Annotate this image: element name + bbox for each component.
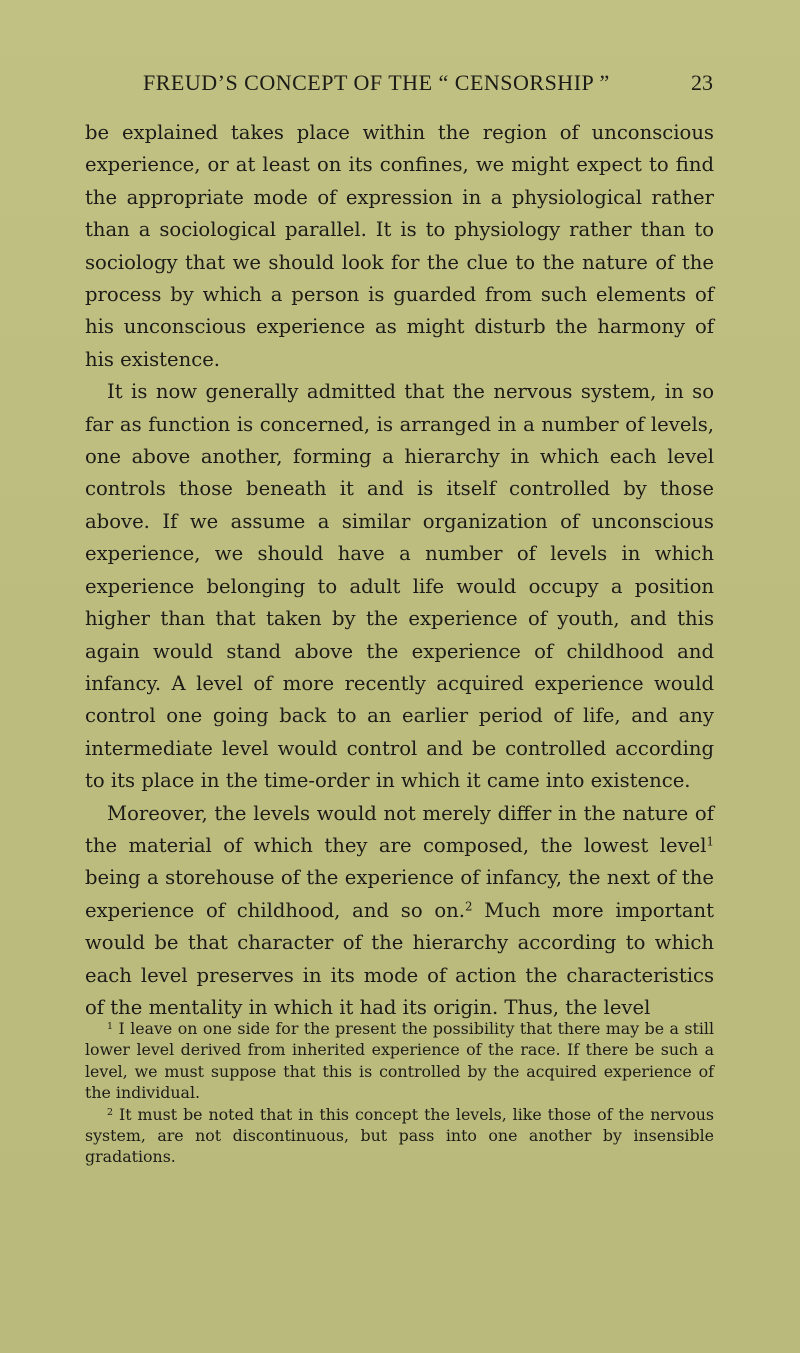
footnote-ref-1: 1: [706, 834, 714, 849]
body-text: [85, 117, 714, 1024]
paragraph-3-text-a: Moreover, the levels would not merely differ in the nature of the material of which they are composed, the lowest level: [85, 801, 714, 857]
paragraph-2: It is now generally admitted that the nervous system, in so far as function is concerned, is arranged in a number of levels, one above another, forming a hierarchy in which each level controls those beneath it and is itself controlled by those above. If we assume a similar organization of unconscious experience, we should have a number of levels in which experience belonging to adult life would occupy a position higher than that taken by the experience of youth, and this again would stand above the experience of childhood and infancy. A level of more recently acquired experience would control one going back to an earlier period of life, and any intermediate level would control and be controlled according to its place in the time-order in which it came into existence.: [85, 380, 714, 793]
running-head: FREUD’S CONCEPT OF THE “ CENSORSHIP ”: [143, 70, 610, 95]
footnote-2-text: It must be noted that in this concept the levels, like those of the nervous system, are not discontinuous, but pass into one another by insensible gradations.: [85, 1104, 714, 1167]
footnote-marker-1: 1: [107, 1020, 114, 1032]
footnote-marker-2: 2: [107, 1106, 114, 1118]
page-number: 23: [691, 70, 713, 95]
footnote-1: [85, 1018, 714, 1104]
paragraph-3-text-c: Much more important would be that character of the hierarchy according to which each level preserves in its mode of action the characteristics of the mentality in which it had its origin. Thus, the level: [85, 898, 714, 1019]
page-header: [143, 70, 713, 100]
paragraph-3-text-b: being a storehouse of the experience of infancy, the next of the experience of childhood, and so on.: [85, 866, 714, 922]
footnotes: [85, 1018, 714, 1168]
footnote-2: [85, 1104, 714, 1168]
footnote-ref-2: 2: [465, 899, 473, 914]
footnote-1-text: I leave on one side for the present the possibility that there may be a still lower level derived from inherited experience of the race. If there be such a level, we must suppose that this is controlled by the acquired experience of the individual.: [85, 1019, 714, 1103]
paragraph-1: be explained takes place within the region of unconscious experience, or at least on its confines, we might expect to find the appropriate mode of expression in a physiological rather than a sociological parallel. It is to physiology rather than to sociology that we should look for the clue to the nature of the process by which a person is guarded from such elements of his unconscious experience as might disturb the harmony of his existence.: [85, 121, 714, 371]
paragraph-3: [85, 798, 714, 1025]
